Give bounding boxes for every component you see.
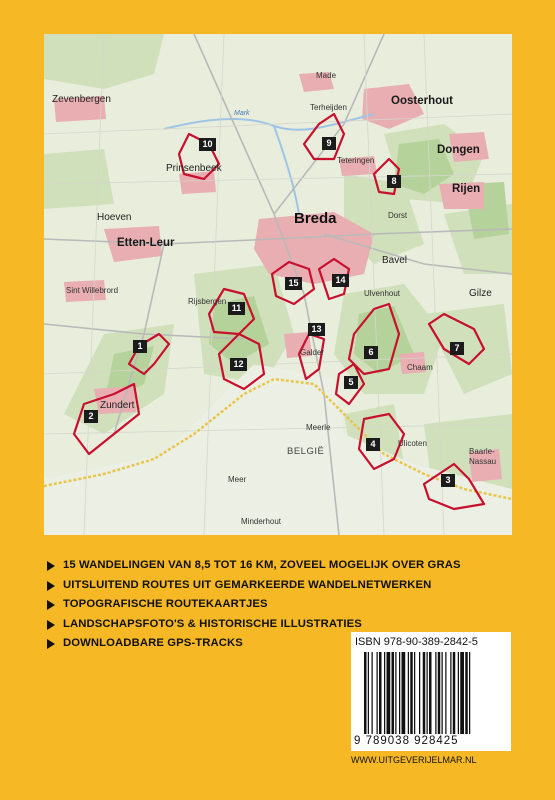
barcode-bar <box>408 652 409 734</box>
barcode-bar <box>453 652 456 734</box>
triangle-bullet-icon <box>47 581 55 591</box>
feature-text: DOWNLOADBARE GPS-TRACKS <box>63 637 243 650</box>
barcode-bar <box>429 652 432 734</box>
feature-text: 15 WANDELINGEN VAN 8,5 TOT 16 KM, ZOVEEL MOGELIJK OVER GRAS <box>63 559 461 571</box>
barcode-bar <box>410 652 413 734</box>
barcode-bar <box>460 652 464 734</box>
place-label: Baarle- <box>469 447 495 456</box>
barcode-bar <box>465 652 468 734</box>
place-label: Hoeven <box>97 212 132 223</box>
place-label: Etten-Leur <box>117 237 175 249</box>
barcode-bars <box>364 652 508 734</box>
route-number-badge: 15 <box>285 277 302 290</box>
place-label: Oosterhout <box>391 95 453 107</box>
barcode-bar <box>377 652 378 734</box>
barcode-bar <box>438 652 441 734</box>
publisher-url: WWW.UITGEVERIJELMAR.NL <box>351 755 477 765</box>
place-label: Dongen <box>437 144 480 156</box>
place-label: Ulicoten <box>398 439 427 448</box>
feature-text: UITSLUITEND ROUTES UIT GEMARKEERDE WANDELNETWERKEN <box>63 578 432 591</box>
barcode-bar <box>450 652 451 734</box>
route-number-badge: 1 <box>133 340 147 353</box>
barcode-bar <box>372 652 373 734</box>
place-label: Rijsbergen <box>188 297 227 306</box>
barcode-bar <box>469 652 470 734</box>
barcode-bar <box>402 652 406 734</box>
country-label: BELGIË <box>287 446 325 457</box>
route-number-badge: 3 <box>441 474 455 487</box>
barcode-bar <box>445 652 446 734</box>
place-label: Meerle <box>306 423 331 432</box>
place-label: Rijen <box>452 183 481 195</box>
barcode-bar <box>435 652 436 734</box>
place-label: Made <box>316 71 337 80</box>
barcode-bar <box>414 652 415 734</box>
feature-text: LANDSCHAPSFOTO'S & HISTORISCHE ILLUSTRATIES <box>63 617 362 630</box>
route-number-badge: 11 <box>228 302 245 315</box>
barcode-bar <box>427 652 428 734</box>
place-label: Meer <box>228 475 247 484</box>
place-label: Dorst <box>388 211 408 220</box>
map-drawing <box>44 34 512 535</box>
route-number-badge: 10 <box>199 138 216 151</box>
barcode-bar <box>392 652 395 734</box>
triangle-bullet-icon <box>47 561 55 571</box>
place-label: Nassau <box>469 457 497 466</box>
route-number-badge: 9 <box>322 137 336 150</box>
route-number-badge: 2 <box>84 410 98 423</box>
route-number-badge: 7 <box>450 342 464 355</box>
place-label: Bavel <box>382 255 408 266</box>
barcode-bar <box>399 652 400 734</box>
place-label: Breda <box>294 210 337 227</box>
river-label: Mark <box>234 110 250 117</box>
place-label: Chaam <box>407 363 433 372</box>
barcode-bar <box>419 652 420 734</box>
route-number-badge: 8 <box>387 175 401 188</box>
barcode-bar <box>442 652 443 734</box>
route-number-badge: 13 <box>308 323 325 336</box>
barcode-bar <box>387 652 391 734</box>
route-number-badge: 4 <box>366 438 380 451</box>
place-label: Terheijden <box>310 103 347 112</box>
barcode-bar <box>368 652 369 734</box>
place-label: Sint Willebrord <box>66 286 119 295</box>
barcode-bar <box>458 652 459 734</box>
barcode-bar <box>379 652 382 734</box>
route-number-badge: 14 <box>332 274 349 287</box>
place-label: Zevenbergen <box>52 94 111 105</box>
route-number-badge: 5 <box>344 376 358 389</box>
barcode-bar <box>395 652 396 734</box>
feature-item <box>46 556 461 576</box>
route-overview-map <box>44 34 512 535</box>
place-label: Teteringen <box>337 156 375 165</box>
barcode-digits: 9 789038 928425 <box>354 735 459 747</box>
triangle-bullet-icon <box>47 620 55 630</box>
triangle-bullet-icon <box>47 600 55 610</box>
feature-item <box>46 576 432 596</box>
route-number-badge: 12 <box>230 358 247 371</box>
place-label: Prinsenbeek <box>166 163 222 174</box>
place-label: Ulvenhout <box>364 289 401 298</box>
barcode-bar <box>423 652 426 734</box>
place-label: Galder <box>300 348 325 357</box>
triangle-bullet-icon <box>47 639 55 649</box>
route-number-badge: 6 <box>364 346 378 359</box>
feature-text: TOPOGRAFISCHE ROUTEKAARTJES <box>63 598 268 611</box>
barcode-bar <box>364 652 367 734</box>
place-label: Minderhout <box>241 517 282 526</box>
barcode-bar <box>384 652 385 734</box>
feature-item <box>46 595 426 615</box>
place-label: Zundert <box>100 400 135 411</box>
isbn-number: ISBN 978-90-389-2842-5 <box>355 636 478 648</box>
place-label: Gilze <box>469 288 492 299</box>
